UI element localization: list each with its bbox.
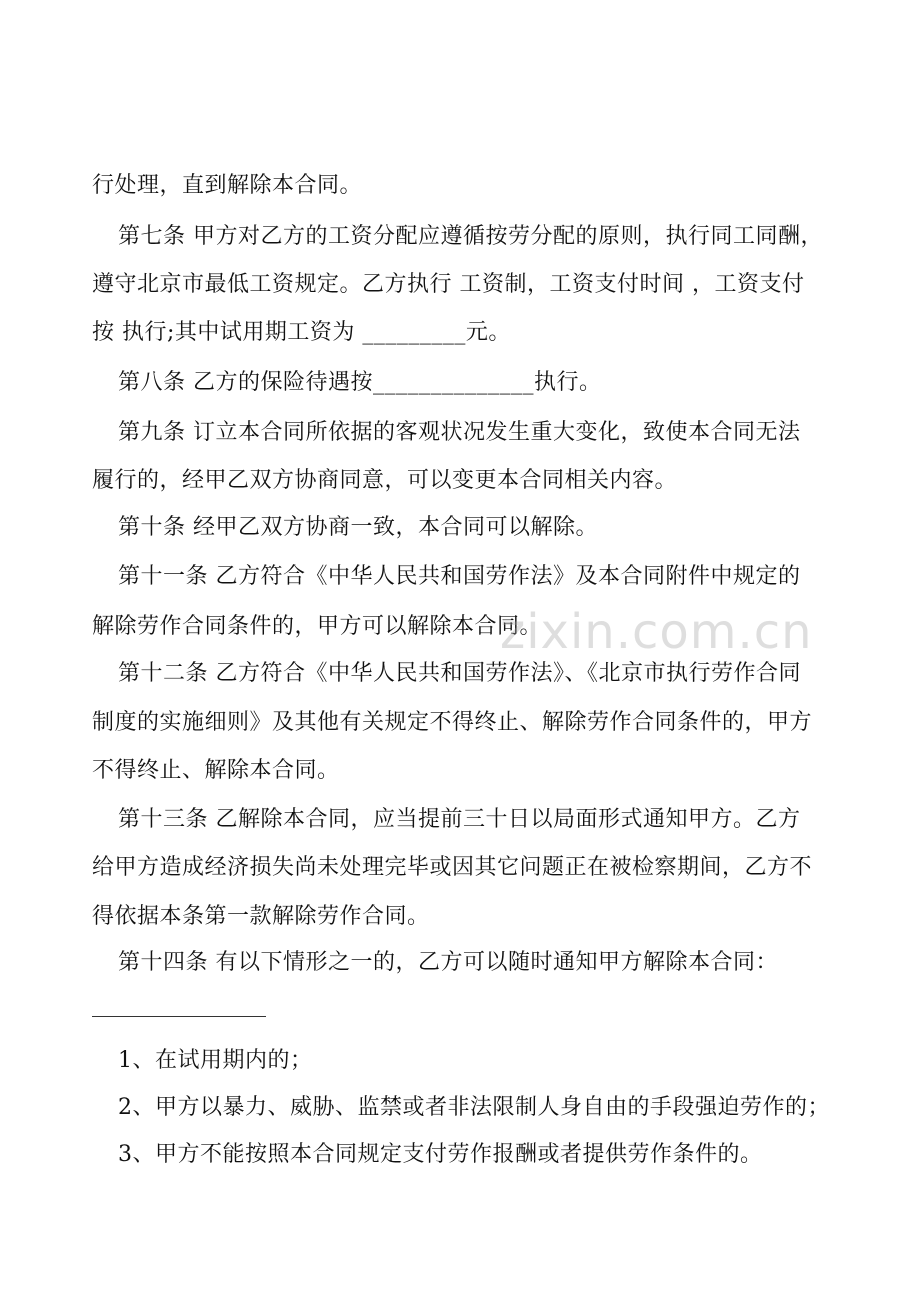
footnote-separator bbox=[92, 1016, 266, 1017]
paragraph-line: 给甲方造成经济损失尚未处理完毕或因其它问题正在被检察期间，乙方不 bbox=[92, 855, 813, 880]
paragraph-line: 得依据本条第一款解除劳作合同。 bbox=[92, 904, 430, 929]
paragraph-line: 第十一条 乙方符合《中华人民共和国劳作法》及本合同附件中规定的 bbox=[118, 564, 801, 589]
paragraph-line: 遵守北京市最低工资规定。乙方执行 工资制，工资支付时间 ，工资支付 bbox=[92, 272, 805, 297]
paragraph-line: 按 执行;其中试用期工资为 _________元。 bbox=[92, 320, 511, 345]
list-item: 3、甲方不能按照本合同规定支付劳作报酬或者提供劳作条件的。 bbox=[118, 1142, 763, 1167]
paragraph-line: 第七条 甲方对乙方的工资分配应遵循按劳分配的原则，执行同工同酬， bbox=[118, 224, 823, 249]
paragraph-line: 第八条 乙方的保险待遇按______________执行。 bbox=[118, 370, 602, 395]
list-item: 1、在试用期内的； bbox=[118, 1048, 313, 1073]
watermark: zixin.com.cn bbox=[500, 604, 813, 660]
list-item: 2、甲方以暴力、威胁、监禁或者非法限制人身自由的手段强迫劳作的； bbox=[118, 1095, 830, 1120]
paragraph-line: 第十四条 有以下情形之一的，乙方可以随时通知甲方解除本合同： bbox=[118, 950, 778, 975]
paragraph-line: 制度的实施细则》及其他有关规定不得终止、解除劳作合同条件的，甲方 bbox=[92, 710, 813, 735]
paragraph-line: 第九条 订立本合同所依据的客观状况发生重大变化，致使本合同无法 bbox=[118, 420, 801, 445]
paragraph-line: 不得终止、解除本合同。 bbox=[92, 758, 340, 783]
paragraph-line: 解除劳作合同条件的，甲方可以解除本合同。 bbox=[92, 614, 543, 639]
paragraph-line: 行处理，直到解除本合同。 bbox=[92, 173, 363, 198]
paragraph-line: 第十三条 乙解除本合同，应当提前三十日以局面形式通知甲方。乙方 bbox=[118, 807, 801, 832]
paragraph-line: 第十二条 乙方符合《中华人民共和国劳作法》、《北京市执行劳作合同 bbox=[118, 661, 801, 686]
paragraph-line: 第十条 经甲乙双方协商一致，本合同可以解除。 bbox=[118, 515, 598, 540]
paragraph-line: 履行的，经甲乙双方协商同意，可以变更本合同相关内容。 bbox=[92, 468, 678, 493]
